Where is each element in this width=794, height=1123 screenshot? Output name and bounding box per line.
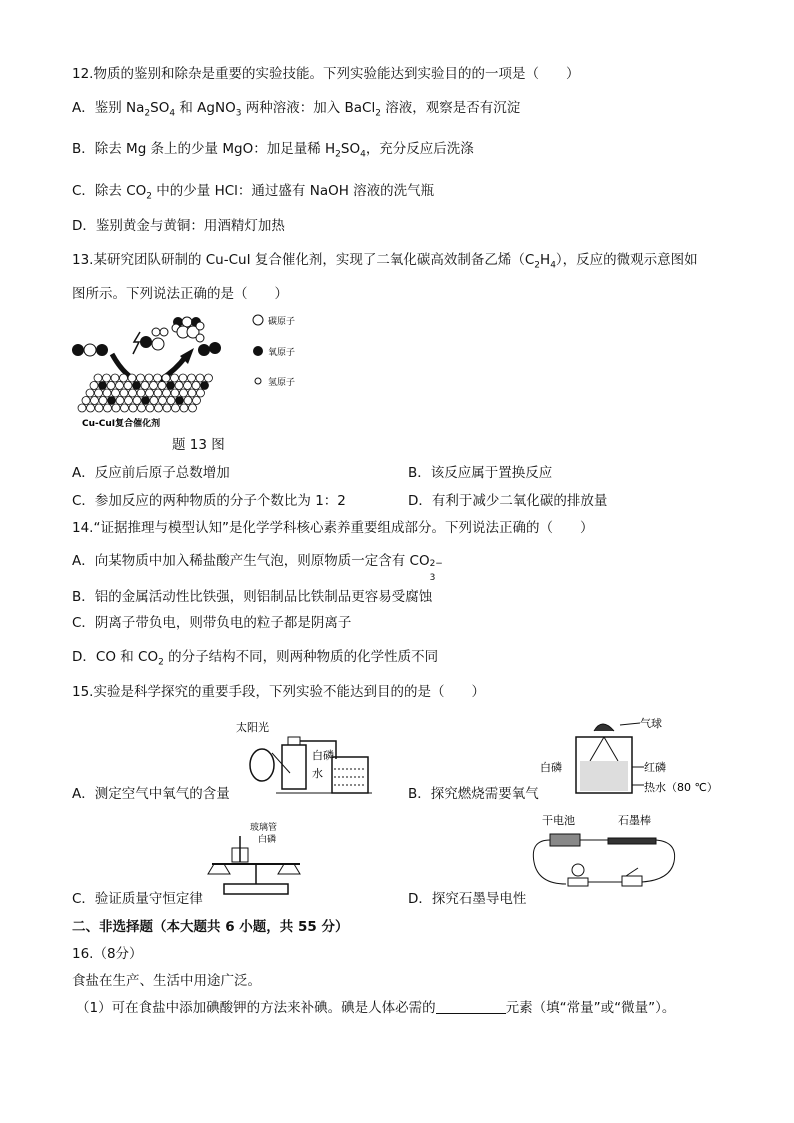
label-battery: 干电池 [542,814,575,827]
lattice-atom [78,404,86,412]
q15-fig-d [526,812,686,894]
lattice-atom [112,404,120,412]
switch-icon [622,876,642,886]
q13-stem-line2: 图所示。下列说法正确的是（ ） [72,286,288,302]
q14-option-b: B．铝的金属活动性比铁强，则铝制品比铁制品更容易受腐蚀 [72,589,433,605]
q13-reaction-diagram [68,308,328,438]
label-sunlight: 太阳光 [236,721,269,734]
lattice-atom [112,389,120,397]
lattice-atom [197,389,205,397]
lattice-atom [167,382,175,390]
lattice-atom [201,382,209,390]
graphite-rod [608,838,656,844]
label-red-phosphorus: 红磷 [644,761,666,774]
lattice-atom [99,382,107,390]
lattice-atom [137,374,145,382]
lattice-atom [104,404,112,412]
lattice-atom [184,397,192,405]
lattice-atom [120,374,128,382]
lattice-atom [103,389,111,397]
legend [253,315,295,388]
label-glass-tube: 玻璃管 [250,823,278,833]
lattice-atom [87,404,95,412]
lattice-atom [167,397,175,405]
q16-head: 16.（8分） [72,946,143,962]
lattice-atom [146,404,154,412]
lattice-atom [141,382,149,390]
lattice-atom [196,374,204,382]
beaker [332,757,368,793]
lattice-atom [150,397,158,405]
lattice-atom [154,389,162,397]
label-white-phosphorus: 白磷 [540,761,562,774]
lattice-atom [121,404,129,412]
balance-base [224,884,288,894]
label-water: 水 [312,767,323,780]
q15-fig-a [232,715,380,801]
lattice-atom [129,404,137,412]
answer-blank[interactable] [436,999,506,1014]
q13-option-a: A．反应前后原子总数增加 [72,465,230,481]
lattice-atom [111,374,119,382]
lattice-atom [99,397,107,405]
q13-stem: 13.某研究团队研制的 Cu-CuI 复合催化剂，实现了二氧化碳高效制备乙烯$(C_2H_4)$，反应的微观示意图如 [72,252,698,271]
label-hot-water: 热水（80 ℃） [644,781,718,794]
q14-stem: 14.“证据推理与模型认知”是化学学科核心素养重要组成部分。下列说法正确的（ ） [72,520,594,536]
catalyst-lattice [78,374,213,412]
lattice-atom [133,382,141,390]
lattice-atom [138,404,146,412]
q15-fig-c [200,818,320,898]
q14-option-d: D．CO 和 $CO_2$ 的分子结构不同，则两种物质的化学性质不同 [72,649,439,668]
lattice-atom [205,374,213,382]
lattice-atom [189,404,197,412]
lattice-atom [95,389,103,397]
q13-option-b: B．该反应属于置换反应 [408,465,553,481]
lattice-atom [116,382,124,390]
product-molecules [172,322,221,356]
q15-option-c: C．验证质量守恒定律 [72,891,203,907]
q13-caption: 题 13 图 [172,437,225,453]
lattice-atom [162,374,170,382]
catalyst-label: Cu-CuI复合催化剂 [82,419,161,429]
lightning-icon [133,332,140,354]
lattice-atom [193,397,201,405]
bulb-icon [572,864,584,876]
lattice-atom [192,382,200,390]
lattice-atom [95,404,103,412]
q12-option-d: D．鉴别黄金与黄铜：用酒精灯加热 [72,218,285,234]
label-graphite-rod: 石墨棒 [618,814,651,827]
q12-option-a: A．鉴别 $Na_2SO_4$ 和 AgNO$_3$ 两种溶液：加入 BaCl$_2$ 溶液，观察是否有沉淀 [72,100,521,119]
lattice-atom [172,404,180,412]
q15-option-b: B．探究燃烧需要氧气 [408,786,539,802]
lattice-atom [150,382,158,390]
q16-intro: 食盐在生产、生活中用途广泛。 [72,973,261,989]
lattice-atom [91,397,99,405]
lattice-atom [154,374,162,382]
lattice-atom [159,397,167,405]
lattice-atom [175,382,183,390]
lattice-atom [180,389,188,397]
lattice-atom [171,374,179,382]
lattice-atom [124,382,132,390]
lattice-atom [163,389,171,397]
q12-stem: 12.物质的鉴别和除杂是重要的实验技能。下列实验能达到实验目的的一项是（ ） [72,66,580,82]
lattice-atom [125,397,133,405]
lattice-atom [163,404,171,412]
lattice-atom [176,397,184,405]
lattice-atom [107,382,115,390]
legend-oxygen: 氧原子 [268,348,296,358]
q14-option-a: A．向某物质中加入稀盐酸产生气泡，则原物质一定含有 CO 2− 3 [72,553,443,583]
lattice-atom [120,389,128,397]
lattice-atom [116,397,124,405]
lattice-atom [129,389,137,397]
balloon-icon [594,724,614,731]
lattice-atom [179,374,187,382]
section-heading: 二、非选择题（本大题共 6 小题，共 55 分） [72,919,349,935]
magnifier-icon [250,749,274,781]
lattice-atom [86,389,94,397]
q15-stem: 15.实验是科学探究的重要手段，下列实验不能达到目的的是（ ） [72,684,485,700]
lattice-atom [103,374,111,382]
lattice-atom [184,382,192,390]
lattice-atom [94,374,102,382]
battery-icon [550,834,580,846]
q15-fig-b [540,713,720,801]
q15-option-d: D．探究石墨导电性 [408,891,527,907]
lattice-atom [142,397,150,405]
lattice-atom [145,374,153,382]
lattice-atom [180,404,188,412]
label-balloon: 气球 [640,717,662,730]
lattice-atom [108,397,116,405]
legend-carbon: 碳原子 [268,317,296,327]
bottle [282,745,306,789]
q12-option-b: B．除去 Mg 条上的少量 MgO：加足量稀 $H_2SO_4$，充分反应后洗涤 [72,141,474,160]
q12-option-c: C．除去 $CO_2$ 中的少量 HCl：通过盛有 NaOH 溶液的洗气瓶 [72,183,435,202]
lattice-atom [171,389,179,397]
q15-option-a: A．测定空气中氧气的含量 [72,786,230,802]
lattice-atom [188,374,196,382]
q16-part1: （1）可在食盐中添加碘酸钾的方法来补碘。碘是人体必需的 元素（填“常量”或“微量”）。 [76,1000,676,1016]
q13-option-c: C．参加反应的两种物质的分子个数比为 1：2 [72,493,346,509]
lattice-atom [146,389,154,397]
lattice-atom [128,374,136,382]
lattice-atom [158,382,166,390]
lattice-atom [90,382,98,390]
lattice-atom [188,389,196,397]
lattice-atom [137,389,145,397]
q13-option-d: D．有利于减少二氧化碳的排放量 [408,493,608,509]
label-white-phosphorus: 白磷 [312,749,334,762]
q14-option-c: C．阴离子带负电，则带负电的粒子都是阴离子 [72,615,352,631]
legend-hydrogen: 氢原子 [268,378,296,388]
label-white-phosphorus: 白磷 [258,835,277,845]
lattice-atom [155,404,163,412]
lattice-atom [82,397,90,405]
lattice-atom [133,397,141,405]
